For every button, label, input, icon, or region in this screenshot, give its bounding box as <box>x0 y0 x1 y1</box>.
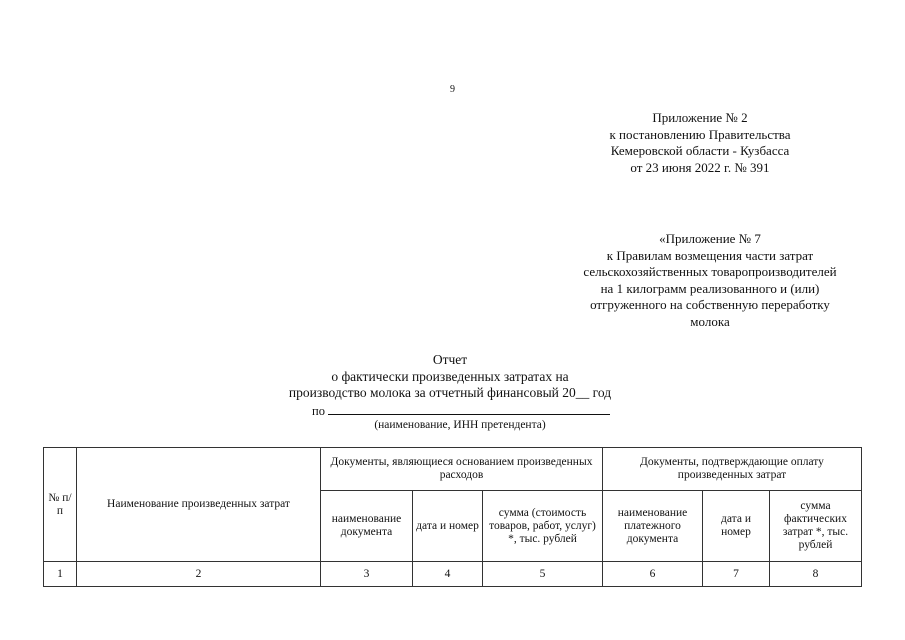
header-basis-date-number: дата и номер <box>413 491 483 562</box>
header-payment-sum: сумма фактических затрат *, тыс. рублей <box>770 491 862 562</box>
column-index-cell: 4 <box>413 562 483 587</box>
appendix-2-line: Кемеровской области - Кузбасса <box>610 143 790 158</box>
appendix-7-line: отгруженного на собственную переработку <box>590 297 830 312</box>
appendix-2-line: к постановлению Правительства <box>609 126 791 142</box>
appendix-2-header <box>560 110 840 176</box>
header-basis-doc-name: наименование документа <box>321 491 413 562</box>
report-subtitle: производство молока за отчетный финансовый 20__ год <box>288 385 612 400</box>
applicant-line <box>312 403 610 419</box>
report-title: Отчет <box>432 352 468 367</box>
column-index-cell: 1 <box>44 562 77 587</box>
header-cost-name: Наименование произведенных затрат <box>77 448 321 562</box>
appendix-7-line: на 1 килограмм реализованного и (или) <box>600 280 820 296</box>
header-basis-sum: сумма (стоимость товаров, работ, услуг) *, тыс. рублей <box>483 491 603 562</box>
column-index-cell: 8 <box>770 562 862 587</box>
report-subtitle: о фактически произведенных затратах на <box>331 368 569 384</box>
applicant-blank-line <box>328 403 610 415</box>
column-index-cell: 6 <box>603 562 703 587</box>
header-basis-documents: Документы, являющиеся основанием произведенных расходов <box>321 448 603 491</box>
report-title-block <box>210 352 690 402</box>
appendix-7-line: к Правилам возмещения части затрат <box>606 247 814 263</box>
column-index-row <box>44 562 862 587</box>
header-payment-documents: Документы, подтверждающие оплату произведенных затрат <box>603 448 862 491</box>
cost-report-table <box>43 447 862 587</box>
appendix-7-line: сельскохозяйственных товаропроизводителей <box>583 264 837 279</box>
column-index-cell: 2 <box>77 562 321 587</box>
appendix-2-line: от 23 июня 2022 г. № 391 <box>630 159 770 175</box>
appendix-7-header <box>545 231 875 330</box>
appendix-7-line: молока <box>690 313 730 329</box>
appendix-2-line: Приложение № 2 <box>652 110 748 125</box>
header-number: № п/п <box>44 448 77 562</box>
page-number: 9 <box>450 84 455 95</box>
appendix-7-line: «Приложение № 7 <box>659 231 761 246</box>
column-index-cell: 5 <box>483 562 603 587</box>
header-payment-date-number: дата и номер <box>703 491 770 562</box>
column-index-cell: 7 <box>703 562 770 587</box>
applicant-label: по <box>312 404 325 418</box>
header-payment-doc-name: наименование платежного документа <box>603 491 703 562</box>
applicant-caption: (наименование, ИНН претендента) <box>374 419 546 431</box>
column-index-cell: 3 <box>321 562 413 587</box>
